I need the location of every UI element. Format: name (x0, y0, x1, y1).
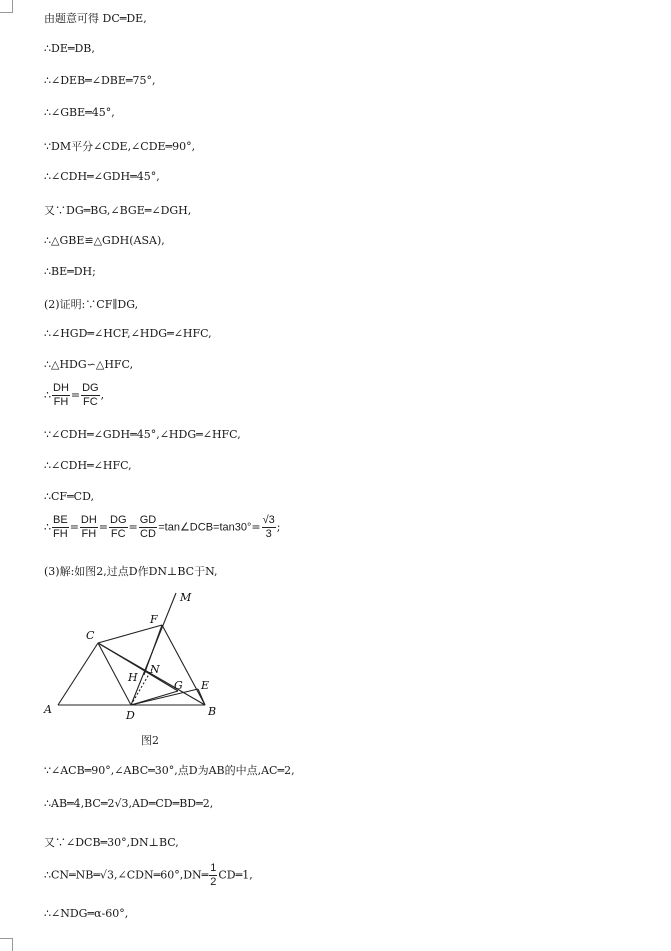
label-E: E (201, 679, 210, 692)
denominator: FC (110, 528, 126, 540)
solution-line: ∵∠CDH═∠GDH═45°,∠HDG═∠HFC, (44, 428, 241, 441)
text-run: ∴CN═NB═√3,∠CDN═60°,DN═ (44, 868, 209, 882)
segment-DE (131, 689, 198, 705)
fraction (109, 514, 128, 541)
geometry-figure (40, 585, 230, 755)
solution-line: ∴∠HGD═∠HCF,∠HDG═∠HFC, (44, 327, 212, 340)
fraction (139, 514, 158, 541)
segment-CG (98, 643, 178, 691)
equals: = (70, 388, 81, 402)
segment-CF (98, 625, 162, 643)
solution-line: 由题意可得 DC═DE, (44, 12, 147, 25)
numerator: BE (53, 514, 68, 526)
fraction-line (44, 514, 280, 541)
solution-line: ∴∠GBE═45°, (44, 106, 115, 119)
fraction (80, 514, 98, 541)
denominator: FH (53, 528, 68, 540)
solution-line: ∴DE═DB, (44, 42, 95, 55)
fraction (262, 514, 276, 541)
tan-expression: =tan∠DCB=tan30° (158, 521, 252, 534)
solution-line: ∴∠CDH═∠GDH═45°, (44, 170, 160, 183)
fraction (81, 382, 100, 409)
solution-line: (3)解:如图2,过点D作DN⊥BC于N, (44, 565, 218, 578)
solution-line: ∴∠DEB═∠DBE═75°, (44, 74, 156, 87)
label-M: M (180, 591, 192, 604)
punct: , (100, 388, 105, 402)
solution-line: ∵DM平分∠CDE,∠CDE═90°, (44, 140, 196, 153)
solution-line: 又∵∠DCB═30°,DN⊥BC, (44, 836, 179, 849)
crop-mark-bottom (0, 938, 13, 951)
solution-line: ∴AB═4,BC═2√3,AD═CD═BD═2, (44, 797, 214, 810)
therefore-symbol: ∴ (44, 388, 51, 402)
segment-AC (58, 643, 98, 705)
numerator: 1 (210, 862, 217, 874)
label-A: A (44, 703, 52, 716)
therefore-symbol: ∴ (44, 520, 51, 534)
solution-line: ∴CF═CD, (44, 490, 95, 503)
numerator: DH (80, 514, 97, 526)
solution-line: ∵∠ACB═90°,∠ABC═30°,点D为AB的中点,AC═2, (44, 764, 295, 777)
fraction (52, 382, 70, 409)
numerator: DH (53, 382, 69, 394)
equals: = (251, 520, 261, 534)
solution-line: ∴BE═DH; (44, 265, 96, 278)
fraction-line (44, 382, 104, 409)
denominator: FC (83, 396, 98, 408)
figure-svg (40, 585, 230, 735)
denominator: 2 (210, 876, 217, 888)
solution-line: ∴∠NDG═α-60°, (44, 907, 129, 920)
fraction (52, 514, 69, 541)
numerator: DG (82, 382, 99, 394)
label-B: B (208, 705, 217, 718)
label-C: C (86, 629, 95, 642)
numerator: √3 (262, 514, 275, 526)
punct: ; (276, 520, 281, 534)
text-run: CD═1, (218, 868, 253, 882)
solution-line: ∴△GBE≌△GDH(ASA), (44, 234, 165, 247)
label-N: N (150, 663, 160, 676)
fraction (209, 862, 217, 889)
denominator: CD (140, 528, 156, 540)
solution-line: (2)证明:∵CF∥DG, (44, 298, 139, 311)
solution-line: ∴∠CDH═∠HFC, (44, 459, 132, 472)
solution-line: 又∵DG═BG,∠BGE═∠DGH, (44, 204, 192, 217)
equals: = (69, 520, 79, 534)
label-G: G (174, 679, 183, 692)
equals: = (128, 520, 138, 534)
denominator: 3 (265, 528, 272, 540)
fraction-line (44, 862, 253, 889)
label-F: F (150, 613, 158, 626)
equals: = (98, 520, 109, 534)
numerator: DG (110, 514, 127, 526)
crop-mark-top (0, 0, 13, 13)
denominator: FH (81, 528, 97, 540)
figure-caption: 图2 (141, 734, 159, 747)
label-H: H (128, 671, 138, 684)
solution-line: ∴△HDG∽△HFC, (44, 358, 134, 371)
label-D: D (126, 709, 135, 722)
numerator: GD (139, 514, 157, 526)
denominator: FH (53, 396, 69, 408)
